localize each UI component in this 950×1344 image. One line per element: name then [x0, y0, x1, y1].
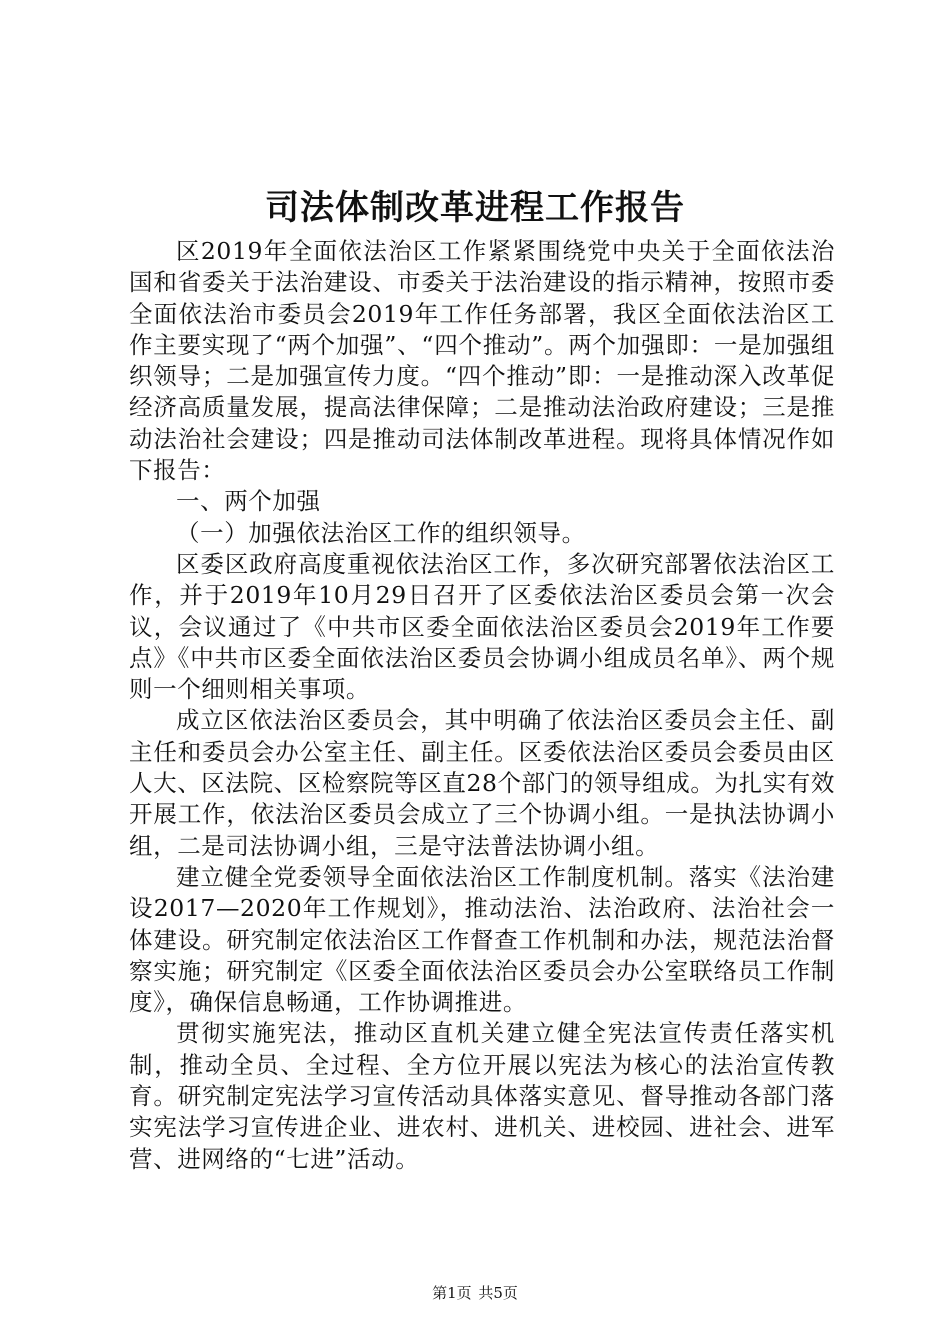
intro-paragraph: 区2019年全面依法治区工作紧紧围绕党中央关于全面依法治国和省委关于法治建设、市委关于法治建设的指示精神，按照市委全面依法治市委员会2019年工作任务部署，我区全面依法治区工作主要实现了“两个加强”、“四个推动”。两个加强即：一是加强组织领导；二是加强宣传力度。“四个推动”即：一是推动深入改革促经济高质量发展，提高法律保障；二是推动法治政府建设；三是推动法治社会建设；四是推动司法体制改革进程。现将具体情况作如下报告： [129, 237, 835, 485]
page-number: 第1页 [432, 1284, 472, 1302]
body-paragraph: 成立区依法治区委员会，其中明确了依法治区委员会主任、副主任和委员会办公室主任、副主任。区委依法治区委员会委员由区人大、区法院、区检察院等区直28个部门的领导组成。为扎实有效开展工作，依法治区委员会成立了三个协调小组。一是执法协调小组，二是司法协调小组，三是守法普法协调小组。 [129, 706, 835, 860]
page-footer [0, 1283, 950, 1303]
section-heading: 一、两个加强 [176, 487, 321, 516]
document-body [129, 236, 835, 1175]
body-paragraph: 建立健全党委领导全面依法治区工作制度机制。落实《法治建设2017—2020年工作规划》，推动法治、法治政府、法治社会一体建设。研究制定依法治区工作督查工作机制和办法，规范法治督察实施；研究制定《区委全面依法治区委员会办公室联络员工作制度》，确保信息畅通，工作协调推进。 [129, 862, 835, 1017]
body-paragraph: 区委区政府高度重视依法治区工作，多次研究部署依法治区工作，并于2019年10月29日召开了区委依法治区委员会第一次会议，会议通过了《中共市区委全面依法治区委员会2019年工作要点》《中共市区委全面依法治区委员会协调小组成员名单》、两个规则一个细则相关事项。 [129, 549, 835, 704]
subsection-heading: （一）加强依法治区工作的组织领导。 [176, 518, 586, 547]
body-paragraph: 贯彻实施宪法，推动区直机关建立健全宪法宣传责任落实机制，推动全员、全过程、全方位开展以宪法为核心的法治宣传教育。研究制定宪法学习宣传活动具体落实意见、督导推动各部门落实宪法学习宣传进企业、进农村、进机关、进校园、进社会、进军营、进网络的“七进”活动。 [129, 1019, 835, 1173]
page-total: 共5页 [478, 1284, 518, 1302]
document-title: 司法体制改革进程工作报告 [265, 188, 685, 228]
